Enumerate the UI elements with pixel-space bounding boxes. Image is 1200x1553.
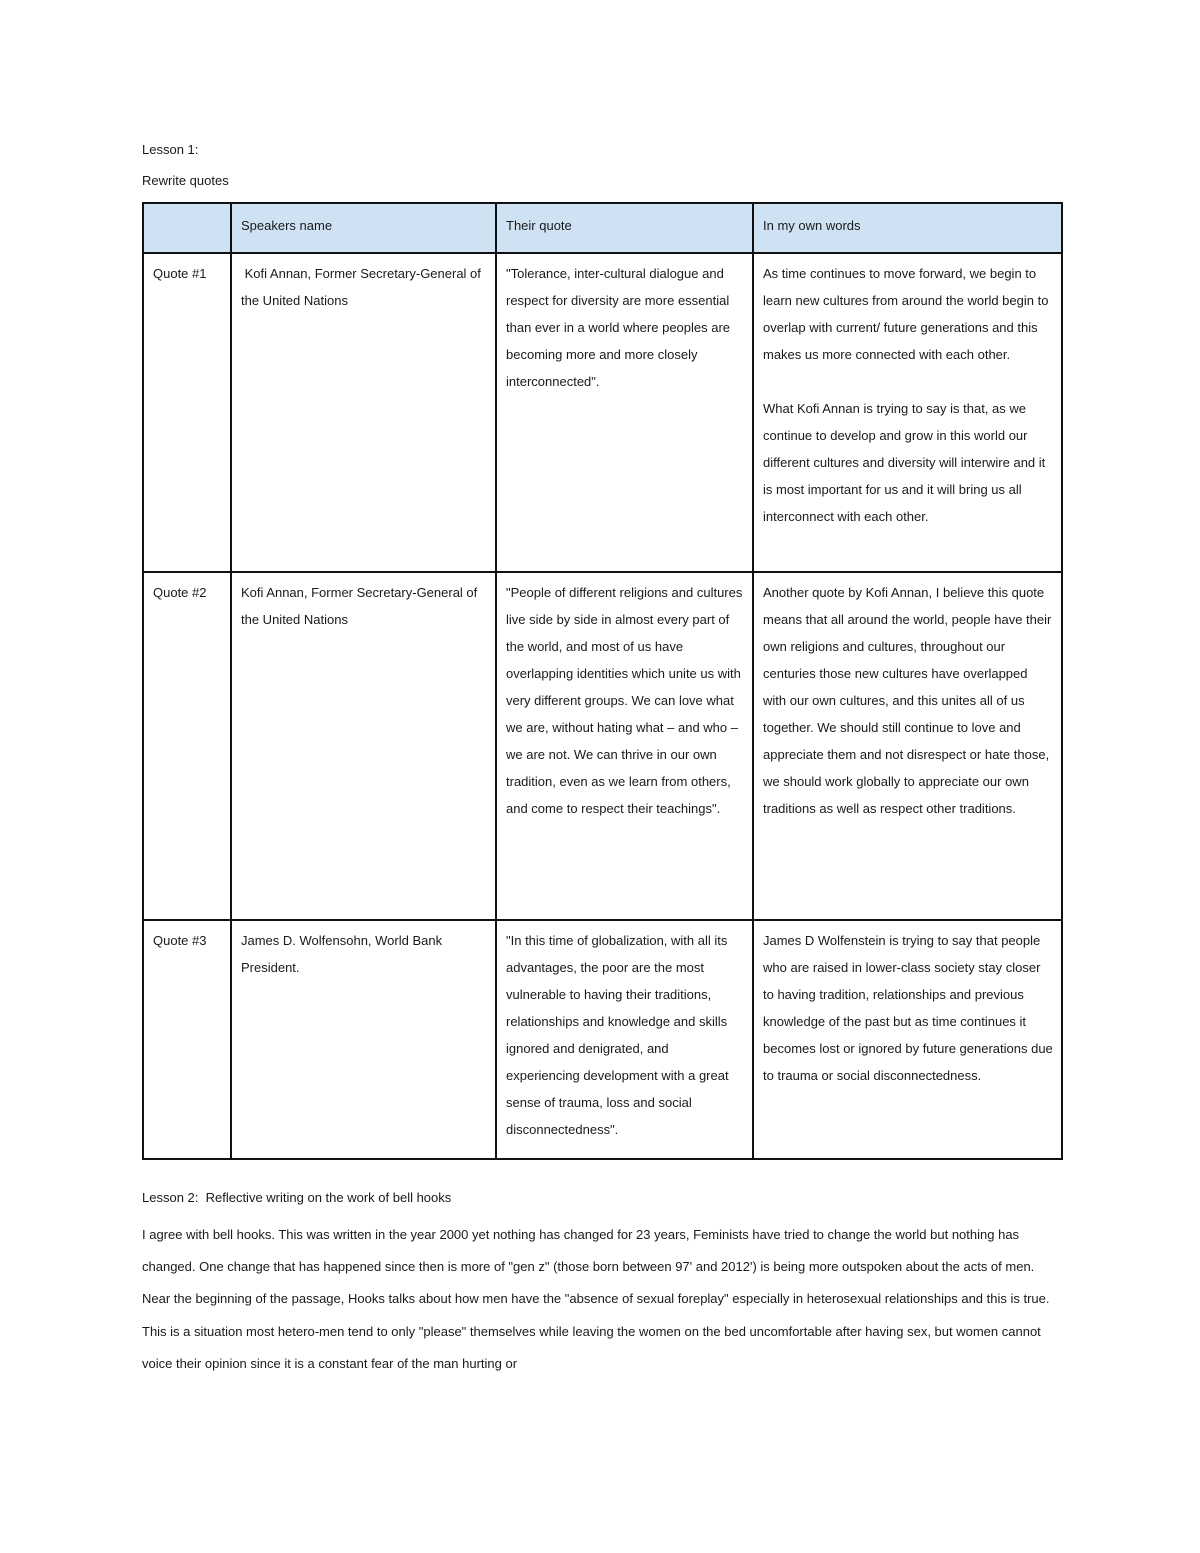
speaker-cell: Kofi Annan, Former Secretary-General of the United Nations (231, 253, 496, 572)
table-row (143, 920, 1062, 1159)
header-cell-quote: Their quote (496, 203, 753, 253)
lesson2-title: Lesson 2: Reflective writing on the work of bell hooks (142, 1190, 452, 1205)
quote-label-cell: Quote #1 (143, 253, 231, 572)
table-row (143, 572, 1062, 920)
lesson2-body: I agree with bell hooks. This was written in the year 2000 yet nothing has changed for 23 years, Feminists have tried to change the world but nothing has changed. One change that has happened since then is more of "gen z" (those born between 97' and 2012') is being more outspoken about the acts of men. Near the beginning of the passage, Hooks talks about how men have the "absence of sexual foreplay" especially in heterosexual relationships and this is true. This is a situation most hetero-men tend to only "please" themselves while leaving the women on the bed uncomfortable after having sex, but women cannot voice their opinion since it is a constant fear of the man hurting or (142, 1227, 1050, 1371)
own-words-paragraph: What Kofi Annan is trying to say is that, as we continue to develop and grow in this world our different cultures and diversity will interwire and it is most important for us and it will bring us all interconnect with each other. (763, 401, 1046, 524)
quotes-table (142, 202, 1063, 1160)
lesson2-section (142, 1188, 1062, 1380)
quote-label-cell: Quote #3 (143, 920, 231, 1159)
quote-cell: "People of different religions and cultures live side by side in almost every part of the world, and most of us have overlapping identities which unite us with very different groups. We can love what we are, without hating what – and who – we are not. We can thrive in our own tradition, even as we learn from others, and come to respect their teachings". (496, 572, 753, 920)
header-cell-speaker: Speakers name (231, 203, 496, 253)
lesson1-title: Lesson 1: (142, 142, 199, 157)
header-cell-own-words: In my own words (753, 203, 1062, 253)
quote-cell: "In this time of globalization, with all its advantages, the poor are the most vulnerable to having their traditions, relationships and knowledge and skills ignored and denigrated, and experiencing development with a great sense of trauma, loss and social disconnectedness". (496, 920, 753, 1159)
own-words-paragraph: As time continues to move forward, we begin to learn new cultures from around the world begin to overlap with current/ future generations and this makes us more connected with each other. (763, 266, 1049, 362)
table-row (143, 253, 1062, 572)
own-words-cell: James D Wolfenstein is trying to say that people who are raised in lower-class society stay closer to having tradition, relationships and previous knowledge of the past but as time continues it becomes lost or ignored by future generations due to trauma or social disconnectedness. (753, 920, 1062, 1159)
own-words-cell: Another quote by Kofi Annan, I believe this quote means that all around the world, people have their own religions and cultures, throughout our centuries those new cultures have overlapped with our own cultures, and this unites all of us together. We should still continue to love and appreciate them and not disrespect or hate those, we should work globally to appreciate our own traditions as well as respect other traditions. (753, 572, 1062, 920)
speaker-cell: James D. Wolfensohn, World Bank President. (231, 920, 496, 1159)
lesson1-subtitle: Rewrite quotes (142, 173, 229, 188)
speaker-cell: Kofi Annan, Former Secretary-General of the United Nations (231, 572, 496, 920)
quote-label-cell: Quote #2 (143, 572, 231, 920)
own-words-cell (753, 253, 1062, 572)
quote-cell: "Tolerance, inter-cultural dialogue and respect for diversity are more essential than ever in a world where peoples are becoming more and more closely interconnected". (496, 253, 753, 572)
table-header-row (143, 203, 1062, 253)
header-cell-label (143, 203, 231, 253)
